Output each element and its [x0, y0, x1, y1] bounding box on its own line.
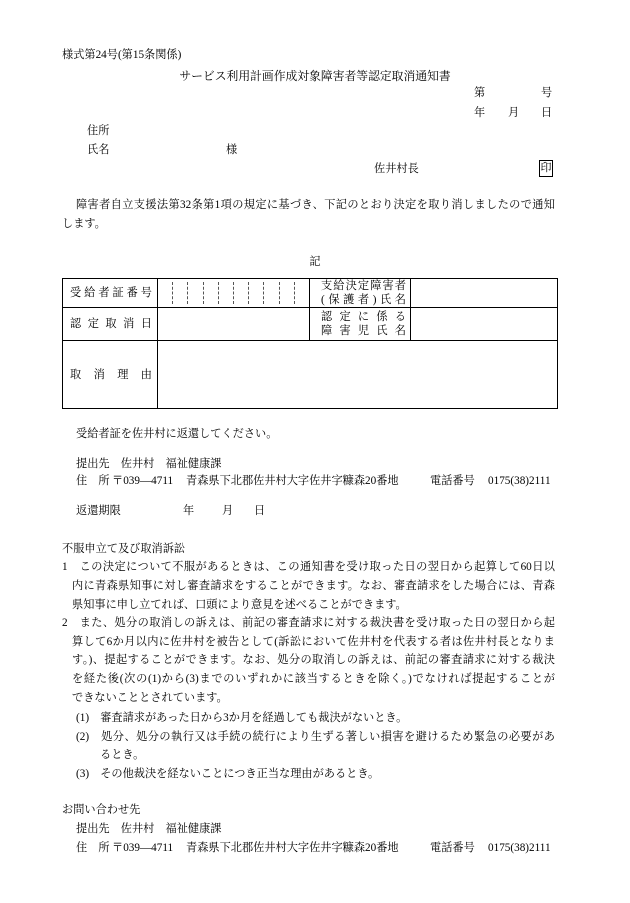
- table-row: [63, 279, 558, 308]
- digit-box: [233, 282, 248, 304]
- cert-number-label-cell: [63, 279, 158, 308]
- recipient-address-label: 住所: [87, 125, 110, 137]
- document-title: サービス利用計画作成対象障害者等認定取消通知書: [179, 69, 451, 83]
- inquiry-address-label: 住 所: [76, 842, 110, 854]
- objection-text-line: 内に青森県知事に対し審査請求をすることができます。なお、審査請求をした場合には、青森: [72, 580, 555, 592]
- guardian-name-field: [411, 279, 558, 308]
- inquiry-phone-label: 電話番号: [430, 842, 475, 854]
- notice-text-line: します。: [62, 218, 106, 230]
- submission-phone: 0175(38)2111: [488, 475, 551, 487]
- return-deadline-label: 返還期限: [76, 505, 121, 517]
- ki-heading: 記: [309, 256, 321, 268]
- recipient-honorific: 様: [226, 144, 238, 156]
- submission-address-label: 住 所: [76, 475, 110, 487]
- submission-destination: 提出先 佐井村 福祉健康課: [76, 458, 222, 470]
- issuer-name: 佐井村長: [374, 163, 419, 175]
- issue-date-year: 年: [474, 107, 486, 119]
- objection-text-line: (2) 処分、処分の執行又は手続の続行により生ずる著しい損害を避けるため緊急の必要があ: [76, 731, 555, 743]
- form-number: 様式第24号(第15条関係): [62, 49, 182, 61]
- return-deadline-month: 月: [222, 505, 234, 517]
- return-deadline-year: 年: [183, 505, 195, 517]
- cert-number-field: [158, 279, 310, 308]
- child-label-line: 障害児氏名: [321, 325, 406, 337]
- digit-box: [172, 282, 187, 304]
- table-row: [63, 341, 558, 409]
- notice-text-line: 障害者自立支援法第32条第1項の規定に基づき、下記のとおり決定を取り消しましたので通知: [76, 199, 555, 211]
- guardian-label-cell: [310, 279, 411, 308]
- cert-number-label: 受給者証番号: [70, 287, 152, 299]
- guardian-label-line: 支給決定障害者: [321, 280, 406, 292]
- digit-box: [203, 282, 218, 304]
- inquiry-address: 青森県下北郡佐井村大字佐井字糠森20番地: [186, 842, 399, 854]
- cert-number-digit-boxes: [158, 282, 309, 304]
- issue-date-day: 日: [541, 107, 553, 119]
- seal-mark: 印: [539, 160, 553, 177]
- objection-text-line: 2 また、処分の取消しの訴えは、前記の審査請求に対する裁決書を受け取った日の翌日から起: [62, 617, 555, 629]
- reason-label: 取消理由: [70, 368, 152, 381]
- doc-number-suffix: 号: [541, 87, 553, 99]
- digit-box: [248, 282, 263, 304]
- objection-text-line: るとき。: [100, 749, 145, 761]
- objection-text-line: を経た後(次の(1)から(3)までのいずれかに該当するときを除く。)でなければ提起することが: [72, 673, 555, 685]
- child-label-line: 認定に係る: [321, 311, 406, 323]
- cancel-date-field: [158, 308, 310, 341]
- return-instruction: 受給者証を佐井村に返還してください。: [76, 428, 278, 440]
- digit-box: [294, 282, 309, 304]
- reason-label-cell: [63, 341, 158, 409]
- child-name-field: [411, 308, 558, 341]
- table-row: [63, 308, 558, 341]
- recipient-name-label: 氏名: [87, 144, 110, 156]
- inquiry-destination: 提出先 佐井村 福祉健康課: [76, 823, 222, 835]
- cancel-date-label-cell: [63, 308, 158, 341]
- digit-box: [158, 282, 172, 304]
- inquiry-postal-code: 〒039—4711: [112, 842, 174, 854]
- objection-text-line: す。)、提起することができます。なお、処分の取消しの訴えは、前記の審査請求に対する裁決: [72, 654, 555, 666]
- reason-field: [158, 341, 558, 409]
- submission-address: 青森県下北郡佐井村大字佐井字糠森20番地: [186, 475, 399, 487]
- inquiry-heading: お問い合わせ先: [62, 804, 141, 816]
- objection-text-line: 県知事に申し立てれば、口頭により意見を述べることができます。: [72, 599, 407, 611]
- return-deadline-day: 日: [254, 505, 266, 517]
- doc-number-prefix: 第: [474, 87, 486, 99]
- issue-date-month: 月: [508, 107, 520, 119]
- objection-text-line: (3) その他裁決を経ないことにつき正当な理由があるとき。: [76, 768, 380, 780]
- objection-text-line: できないこととされています。: [72, 692, 228, 704]
- submission-postal-code: 〒039—4711: [112, 475, 174, 487]
- inquiry-phone: 0175(38)2111: [488, 842, 551, 854]
- cancel-date-label: 認定取消日: [70, 318, 152, 330]
- digit-box: [263, 282, 278, 304]
- certificate-table: [62, 278, 558, 409]
- digit-box: [187, 282, 202, 304]
- submission-phone-label: 電話番号: [430, 475, 475, 487]
- digit-box: [218, 282, 233, 304]
- child-label-cell: [310, 308, 411, 341]
- objection-heading: 不服申立て及び取消訴訟: [62, 543, 186, 555]
- objection-text-line: 1 この決定について不服があるときは、この通知書を受け取った日の翌日から起算して60日以: [62, 561, 555, 573]
- objection-text-line: 算して6か月以内に佐井村を被告として(訴訟において佐井村を代表する者は佐井村長となりま: [72, 636, 555, 648]
- objection-text-line: (1) 審査請求があった日から3か月を経過しても裁決がないとき。: [76, 712, 408, 724]
- guardian-label-line: (保護者)氏名: [321, 294, 406, 306]
- digit-box: [279, 282, 294, 304]
